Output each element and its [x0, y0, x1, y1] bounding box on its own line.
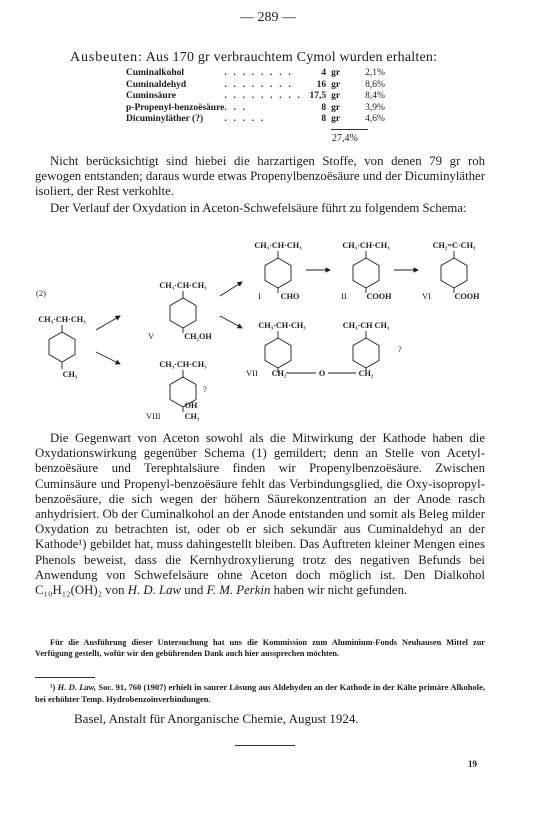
compound-VI-top: CH₂=C·CH₃ — [432, 241, 476, 250]
acknowledgement: Für die Ausführung dieser Untersuchung hat uns die Kommission zum Aluminium-Fonds Neuhausen Mittel zur Verfügung gestellt, wofür wir den gebührenden Dank auch hier aussprechen möchten. — [35, 638, 485, 659]
yield-amount: 17,5 — [309, 91, 327, 102]
yield-dots: . . . . . . . . . — [224, 91, 303, 102]
compound-V-bottom: CH₂OH — [184, 332, 212, 341]
arrow-start-to-V — [96, 316, 120, 330]
compound-VII-left-top: CH₃·CH·CH₃ — [258, 321, 306, 330]
yield-name: Cuminsäure — [126, 91, 176, 102]
compound-VII-right-top: CH₃·CH CH₃ — [342, 321, 390, 330]
footnote — [35, 682, 485, 705]
discussion-text: Die Gegenwart von Aceton sowohl als die Mitwirkung der Kathode haben die Oxydationswirkung gegenüber Schema (1) gemildert; denn an Stelle von Acetyl-benzoësäure und Terephtalsäure finden wir Propenylbenzoësäure. Zwischen Cuminsäure und Propenyl-benzoësäure fehlt das Verbindungsglied, die Oxy-isopropyl-benzoësäure, die sich wegen der höhern Säurekonzentration an der Anode rasch anhydrisiert. Ob der Cuminalkohol an der Anode entstanden und somit als Beleg milder Oxydation zu betrachten ist, oder ob er sich sekundär aus Cuminaldehyd an der Kathode¹) gebildet hat, muss dahingestellt bleiben. Das Auftreten kleiner Mengen eines Phenols beweist, dass die Kernhydroxylierung trotz des negativen Befunds bei Anwendung von Schwefelsäure ohne Aceton doch möglich ist. Den Dialkohol C₁₀H₁₂(OH)₂ von — [35, 431, 485, 598]
yields-heading-text: Aus 170 gr verbrauchtem Cymol wurden erhalten: — [145, 50, 438, 65]
yield-unit: gr — [331, 114, 341, 125]
yields-total: 27,4% — [332, 133, 358, 144]
yield-row — [126, 103, 395, 115]
yield-percent: 3,9% — [365, 102, 385, 113]
paragraph-resins: Nicht berücksichtigt sind hiebei die harzartigen Stoffe, von denen 79 gr roh gewogen entstanden; daraus wurde etwas Propenylbenzoësäure und der Dicuminyläther isoliert, der Rest verkohlte. — [35, 154, 485, 199]
compound-II-bottom: COOH — [366, 292, 392, 301]
compound-VII-numeral: VII — [246, 368, 258, 378]
yields-heading — [70, 50, 437, 66]
conjunction: und — [184, 583, 204, 598]
page-number: — 289 — — [240, 10, 296, 25]
footnote-rule — [35, 677, 95, 678]
place-date-line: Basel, Anstalt für Anorganische Chemie, August 1924. — [74, 711, 359, 726]
start-bottom-label: CH₃ — [62, 370, 78, 379]
compound-VI-numeral: VI — [422, 291, 431, 301]
yield-amount: 8 — [321, 114, 327, 125]
compound-VII-bridge: O — [318, 369, 326, 378]
author-law: H. D. Law — [127, 583, 182, 598]
yield-name: p-Propenyl-benzoësäure — [126, 102, 225, 113]
ring-II — [353, 258, 379, 288]
yield-row — [126, 68, 395, 80]
footnote-volume: 91, — [115, 682, 127, 692]
yield-unit: gr — [331, 79, 341, 90]
yield-amount: 16 — [316, 79, 327, 90]
footnote-text: 760 (1907) erhielt in saurer Lösung aus Aldehyden an der Kathode in der Kälte primäre Alkohole, bei erhöhter Temp. Hydrobenzoinverbindungen. — [35, 682, 486, 704]
arrow-start-to-VIII — [96, 352, 120, 364]
yield-dots: . . . . . . . . — [224, 79, 293, 90]
yield-amount: 4 — [321, 68, 327, 78]
question-mark-VII: ? — [398, 344, 402, 354]
compound-VIII-bottom: CH₃ — [184, 412, 200, 421]
compound-VIII-side: OH — [184, 401, 198, 410]
yield-percent: 2,1% — [365, 68, 385, 78]
yield-row — [126, 91, 395, 103]
ring-V — [170, 298, 196, 328]
compound-VII-left-bottom: CH₂ — [271, 369, 287, 378]
yield-percent: 8,6% — [365, 79, 385, 90]
ring-VII-right — [353, 338, 379, 368]
compound-VIII-numeral: VIII — [146, 411, 161, 421]
yield-dots: . . . . . . . . — [224, 68, 293, 78]
yield-dots: . . . — [224, 102, 248, 113]
compound-I-bottom: CHO — [280, 292, 300, 301]
yield-unit: gr — [331, 102, 341, 113]
sheet-number: 19 — [468, 759, 477, 769]
compound-II-numeral: II — [341, 291, 347, 301]
yield-unit: gr — [331, 91, 341, 102]
discussion-end: haben wir nicht gefunden. — [273, 583, 408, 598]
arrow-V-to-VII — [220, 316, 242, 328]
yields-table — [126, 68, 395, 126]
compound-II-top: CH₃·CH·CH₃ — [342, 241, 390, 250]
yield-name: Cuminaldehyd — [126, 79, 187, 90]
compound-I-top: CH₃·CH·CH₃ — [254, 241, 302, 250]
footnote-mark: ¹) — [50, 682, 56, 692]
yield-unit: gr — [331, 68, 341, 78]
equation-number: (2) — [36, 288, 46, 298]
compound-VI-bottom: COOH — [454, 292, 480, 301]
arrow-V-to-I — [220, 282, 242, 296]
author-perkin: F. M. Perkin — [206, 583, 271, 598]
ring-start — [49, 332, 75, 362]
reaction-scheme — [0, 236, 536, 426]
yields-heading-label: Ausbeuten: — [70, 50, 143, 65]
yield-name: Dicuminyläther (?) — [126, 114, 204, 125]
compound-I-numeral: I — [258, 291, 261, 301]
yield-row — [126, 114, 395, 126]
paragraph-discussion — [35, 431, 485, 598]
ring-VII-left — [265, 338, 291, 368]
question-mark-VIII: ? — [203, 384, 207, 394]
compound-V-numeral: V — [148, 331, 155, 341]
paragraph-scheme-intro: Der Verlauf der Oxydation in Aceton-Schwefelsäure führt zu folgendem Schema: — [50, 201, 467, 215]
end-rule — [235, 745, 295, 746]
ring-VI — [441, 258, 467, 288]
yield-percent: 4,6% — [365, 114, 385, 125]
yield-amount: 8 — [321, 102, 327, 113]
footnote-ref-prefix: Soc. — [98, 682, 114, 692]
yield-dots: . . . . . — [224, 114, 266, 125]
start-top-label: CH₃·CH·CH₃ — [38, 315, 86, 324]
yield-row — [126, 80, 395, 92]
ring-I — [265, 258, 291, 288]
sum-rule — [331, 129, 368, 130]
yield-percent: 8,4% — [365, 91, 385, 102]
compound-VII-right-bottom: CH₂ — [358, 369, 374, 378]
compound-V-top: CH₃·CH·CH₃ — [159, 281, 207, 290]
footnote-author: H. D. Law, — [57, 682, 97, 692]
compound-VIII-top: CH₃·CH·CH₃ — [159, 360, 207, 369]
yield-name: Cuminalkohol — [126, 68, 185, 78]
